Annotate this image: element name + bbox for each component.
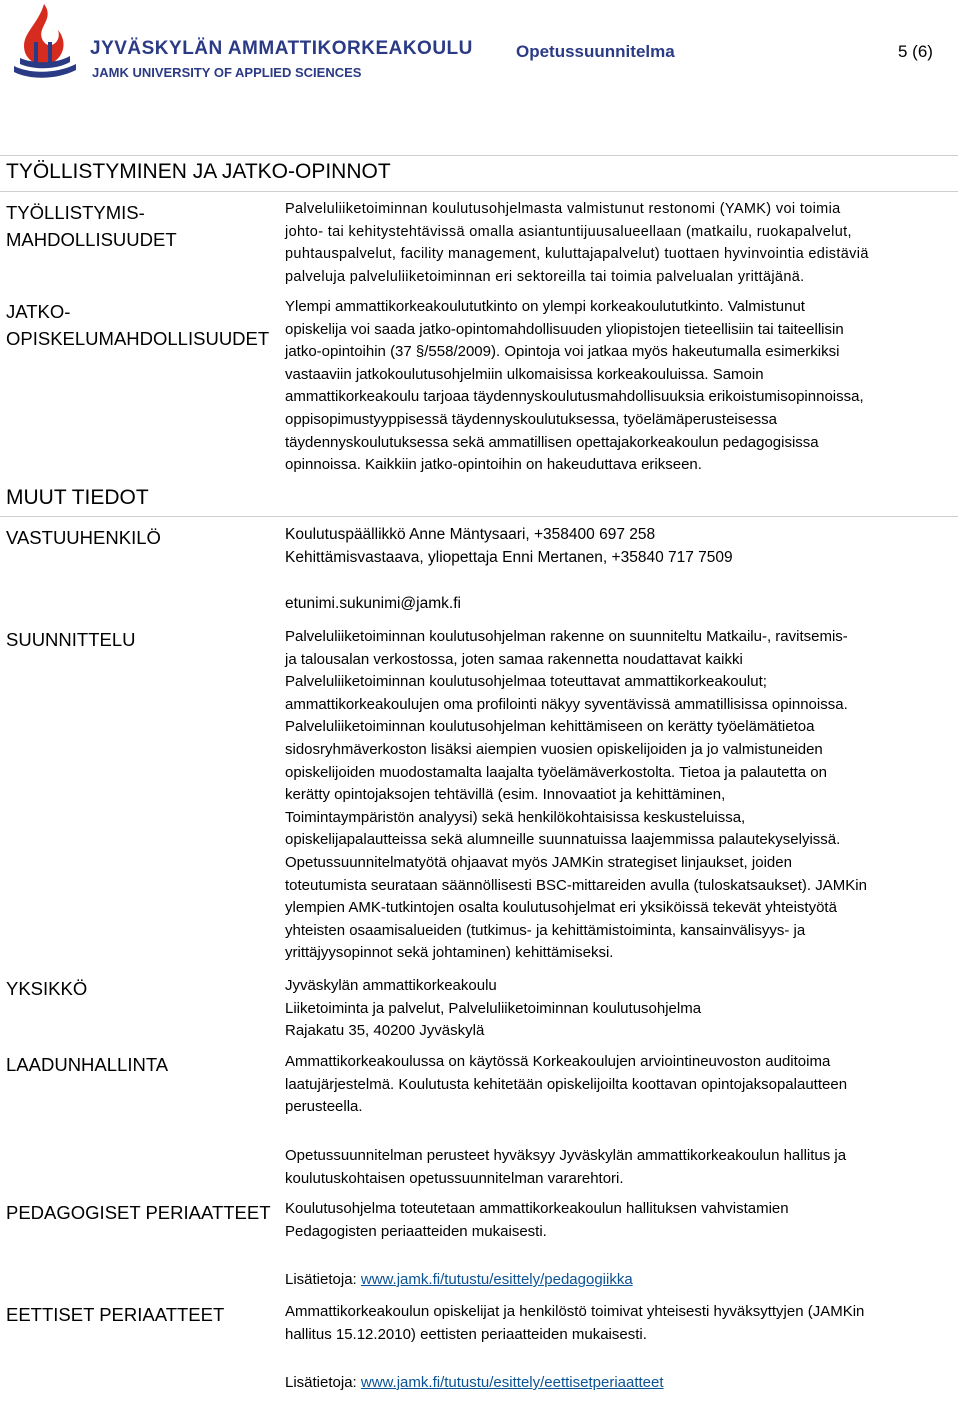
label-line: OPISKELUMAHDOLLISUUDET <box>6 328 270 349</box>
ethics-link[interactable]: www.jamk.fi/tutustu/esittely/eettisetperiaatteet <box>360 1374 664 1391</box>
text-line: ylempien AMK-tutkintojen osalta koulutusohjelmat eri yksiköissä tekevät yhteistyötä <box>285 899 837 917</box>
label-line: TYÖLLISTYMIS- <box>6 202 145 223</box>
responsible-email <box>285 593 953 616</box>
text-line: koulutuskohtaisen opetussuunnitelman vararehtori. <box>285 1169 624 1187</box>
ethical-more <box>285 1372 953 1395</box>
page-number: 5 (6) <box>898 42 933 61</box>
label-ethical: EETTISET PERIAATTEET <box>6 1304 225 1325</box>
unit-text <box>285 975 953 1043</box>
pedagogical-more <box>285 1269 953 1292</box>
text-line: palveluja palveluliiketoiminnan eri sektoreilla tai toimia palvelualan yrittäjänä. <box>285 268 805 285</box>
section-title-other-info: MUUT TIEDOT <box>6 486 149 509</box>
document-title: Opetussuunnitelma <box>516 42 675 61</box>
text-line: Jyväskylän ammattikorkeakoulu <box>285 977 497 994</box>
text-line: jatko-opintoihin (37 §/558/2009). Opintoja voi jatkaa myös hakeutumalla esimerkiksi <box>285 343 840 361</box>
text-line: yhteisten osaamisalueiden (tutkimus- ja kehittämistoiminta, kansainvälisyys- ja <box>285 921 806 939</box>
logo-subtitle: JAMK UNIVERSITY OF APPLIED SCIENCES <box>92 65 362 80</box>
text-line: Palveluliiketoiminnan koulutusohjelmaa toteuttavat ammattikorkeakoulut; <box>285 673 767 691</box>
further-studies-text <box>285 296 953 477</box>
label-line: MAHDOLLISUUDET <box>6 229 177 250</box>
text-line: ammattikorkeakoulujen oma profilointi näkyy syventävissä ammatillisissa opinnoissa. <box>285 695 848 713</box>
text-line: yrittäjyysopinnot sekä johtaminen) kehittämiseksi. <box>285 944 614 962</box>
pedagogy-link[interactable]: www.jamk.fi/tutustu/esittely/pedagogiikka <box>360 1271 633 1288</box>
text-line: Palveluliiketoiminnan koulutusohjelmasta valmistunut restonomi (YAMK) voi toimia <box>285 201 841 217</box>
label-planning: SUUNNITTELU <box>6 629 136 650</box>
label-pedagogical: PEDAGOGISET PERIAATTEET <box>6 1202 271 1223</box>
label-unit: YKSIKKÖ <box>6 978 88 999</box>
text-line: kerätty opintojaksojen tehtävillä (esim. Innovaatiot ja kehittäminen, <box>285 786 726 804</box>
email-line: etunimi.sukunimi@jamk.fi <box>285 595 461 612</box>
jamk-flame-icon <box>4 2 88 82</box>
text-line: opinnoissa. Kaikkiin jatko-opintoihin on hakeuduttava erikseen. <box>285 456 702 474</box>
responsible-contacts <box>285 524 953 569</box>
quality-text <box>285 1051 953 1119</box>
text-line: Ylempi ammattikorkeakoulututkinto on ylempi korkeakoulututkinto. Valmistunut <box>285 298 805 315</box>
text-line: Palveluliiketoiminnan koulutusohjelman kehittämiseen on kerätty työelämätietoa <box>285 718 815 736</box>
section-divider <box>0 516 958 517</box>
employment-text <box>285 198 953 288</box>
pedagogical-text <box>285 1198 953 1243</box>
planning-text <box>285 626 953 965</box>
more-info-prefix: Lisätietoja: <box>285 1374 361 1391</box>
text-line: opiskelijapalautteissa sekä alumneille suunnatuissa laajemmissa palautekyselyissä. <box>285 831 841 849</box>
text-line: toteutumista seurataan säännöllisesti BSC-mittareiden avulla (tuloskatsaukset). JAMKin <box>285 876 867 894</box>
page-header <box>0 0 960 100</box>
more-info-line <box>285 1269 953 1292</box>
text-line: Opetussuunnitelman perusteet hyväksyy Jyväskylän ammattikorkeakoulun hallitus ja <box>285 1147 847 1164</box>
label-further-studies <box>6 298 269 352</box>
text-line: opiskelijoiden muodostamalta laajalta työelämäverkostolta. Tietoa ja palautetta on <box>285 763 827 781</box>
approval-text <box>285 1145 953 1190</box>
label-line: JATKO- <box>6 301 71 322</box>
ethical-text <box>285 1301 953 1346</box>
text-line: Liiketoiminta ja palvelut, Palveluliiketoiminnan koulutusohjelma <box>285 999 702 1017</box>
text-line: Toimintaympäristön analyysi) sekä henkilökohtaisissa keskusteluissa, <box>285 808 746 826</box>
text-line: sidosryhmäverkoston lisäksi aiempien vuosien opiskelijoiden ja jo valmistuneiden <box>285 740 823 758</box>
text-line: Pedagogisten periaatteiden mukaisesti. <box>285 1222 547 1240</box>
more-info-line <box>285 1372 953 1395</box>
label-employment <box>6 199 177 253</box>
text-line: perusteella. <box>285 1098 363 1116</box>
text-line: oppisopimustyyppisessä täydennyskoulutuksessa, työelämäperusteisessa <box>285 410 777 428</box>
text-line: Rajakatu 35, 40200 Jyväskylä <box>285 1022 485 1040</box>
text-line: Palveluliiketoiminnan koulutusohjelman rakenne on suunniteltu Matkailu-, ravitsemis- <box>285 628 848 645</box>
text-line: Opetussuunnitelmatyötä ohjaavat myös JAMKin strategiset linjaukset, joiden <box>285 853 792 871</box>
section-divider <box>0 155 958 156</box>
section-title-employment: TYÖLLISTYMINEN JA JATKO-OPINNOT <box>6 160 391 183</box>
text-line: johto- tai kehitystehtävissä omalla asiantuntijuusalueellaan (matkailu, ruokapalvelut, <box>285 223 852 240</box>
text-line: ja talousalan verkostossa, joten samaa rakennetta noudattavat kaikki <box>285 650 743 668</box>
label-responsible: VASTUUHENKILÖ <box>6 527 161 548</box>
jamk-logo <box>4 2 473 82</box>
text-line: vastaaviin jatkokoulutusohjelmiin ulkomaisissa korkeakouluissa. Samoin <box>285 365 764 383</box>
contact-line: Kehittämisvastaava, yliopettaja Enni Mertanen, +35840 717 7509 <box>285 548 733 566</box>
text-line: opiskelija voi saada jatko-opintomahdollisuuden yliopistojen tieteellisiin tai taiteellisin <box>285 320 844 338</box>
text-line: laatujärjestelmä. Koulutusta kehitetään opiskelijoilta koottavan opintojaksopalautteen <box>285 1075 848 1093</box>
section-divider <box>0 191 958 192</box>
logo-name: JYVÄSKYLÄN AMMATTIKORKEAKOULU <box>90 38 473 59</box>
contact-line: Koulutuspäällikkö Anne Mäntysaari, +358400 697 258 <box>285 526 656 543</box>
text-line: Ammattikorkeakoulussa on käytössä Korkeakoulujen arviointineuvoston auditoima <box>285 1053 831 1070</box>
text-line: puhtauspalvelut, facility management, kuluttajapalvelut) tuottaen hyvinvointia edistäviä <box>285 246 869 263</box>
text-line: Koulutusohjelma toteutetaan ammattikorkeakoulun hallituksen vahvistamien <box>285 1200 789 1217</box>
text-line: täydennyskoulutuksessa sekä ammatillisen opettajakorkeakoulun pedagogisissa <box>285 433 819 451</box>
text-line: Ammattikorkeakoulun opiskelijat ja henkilöstö toimivat yhteisesti hyväksyttyjen (JAMKin <box>285 1303 865 1320</box>
more-info-prefix: Lisätietoja: <box>285 1271 361 1288</box>
label-quality: LAADUNHALLINTA <box>6 1054 169 1075</box>
text-line: ammattikorkeakoulu tarjoaa täydennyskoulutusmahdollisuuksia erikoistumisopinnoissa, <box>285 388 864 406</box>
text-line: hallitus 15.12.2010) eettisten periaatteiden mukaisesti. <box>285 1325 647 1343</box>
